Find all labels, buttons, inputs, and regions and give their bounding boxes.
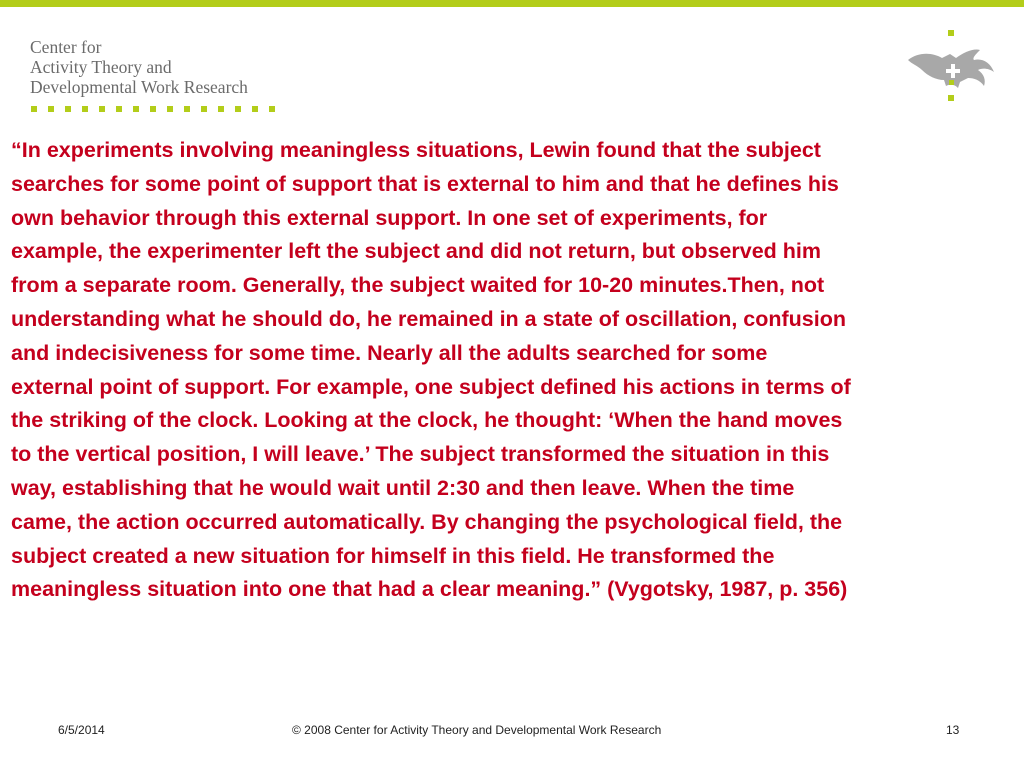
org-name-line-2: Activity Theory and: [30, 57, 172, 77]
quote-line: example, the experimenter left the subject and did not return, but observed him: [11, 239, 821, 264]
quote-line: meaningless situation into one that had a clear meaning.” (Vygotsky, 1987, p. 356): [11, 577, 848, 602]
quote-line: understanding what he should do, he remained in a state of oscillation, confusion: [11, 306, 846, 331]
quote-line: the striking of the clock. Looking at the clock, he thought: ‘When the hand moves: [11, 408, 843, 433]
quote-line: “In experiments involving meaningless situations, Lewin found that the subject: [11, 138, 821, 162]
top-accent-bar: [0, 0, 1024, 7]
org-name-line-3: Developmental Work Research: [30, 77, 248, 97]
quote-line: to the vertical position, I will leave.’ The subject transformed the situation in this: [11, 442, 830, 467]
quote-text: [11, 134, 1016, 607]
quote-line: external point of support. For example, one subject defined his actions in terms of: [11, 374, 851, 399]
university-flame-torch-logo-icon: [900, 28, 1000, 104]
quote-line: own behavior through this external support. In one set of experiments, for: [11, 205, 768, 230]
decorative-dot-row: [31, 106, 275, 112]
quote-line: came, the action occurred automatically. By changing the psychological field, the: [11, 509, 843, 534]
quote-line: from a separate room. Generally, the subject waited for 10-20 minutes.Then, not: [11, 273, 825, 298]
footer-page-number: 13: [946, 723, 960, 737]
quote-line: searches for some point of support that is external to him and that he defines his: [11, 171, 839, 196]
org-name: [30, 37, 248, 97]
quote-line: and indecisiveness for some time. Nearly all the adults searched for some: [11, 340, 768, 365]
org-name-line-1: Center for: [30, 37, 102, 57]
footer-copyright: © 2008 Center for Activity Theory and Developmental Work Research: [292, 723, 662, 737]
footer-date: 6/5/2014: [58, 723, 105, 737]
quote-line: subject created a new situation for himself in this field. He transformed the: [11, 543, 775, 568]
quote-line: way, establishing that he would wait until 2:30 and then leave. When the time: [11, 475, 795, 500]
